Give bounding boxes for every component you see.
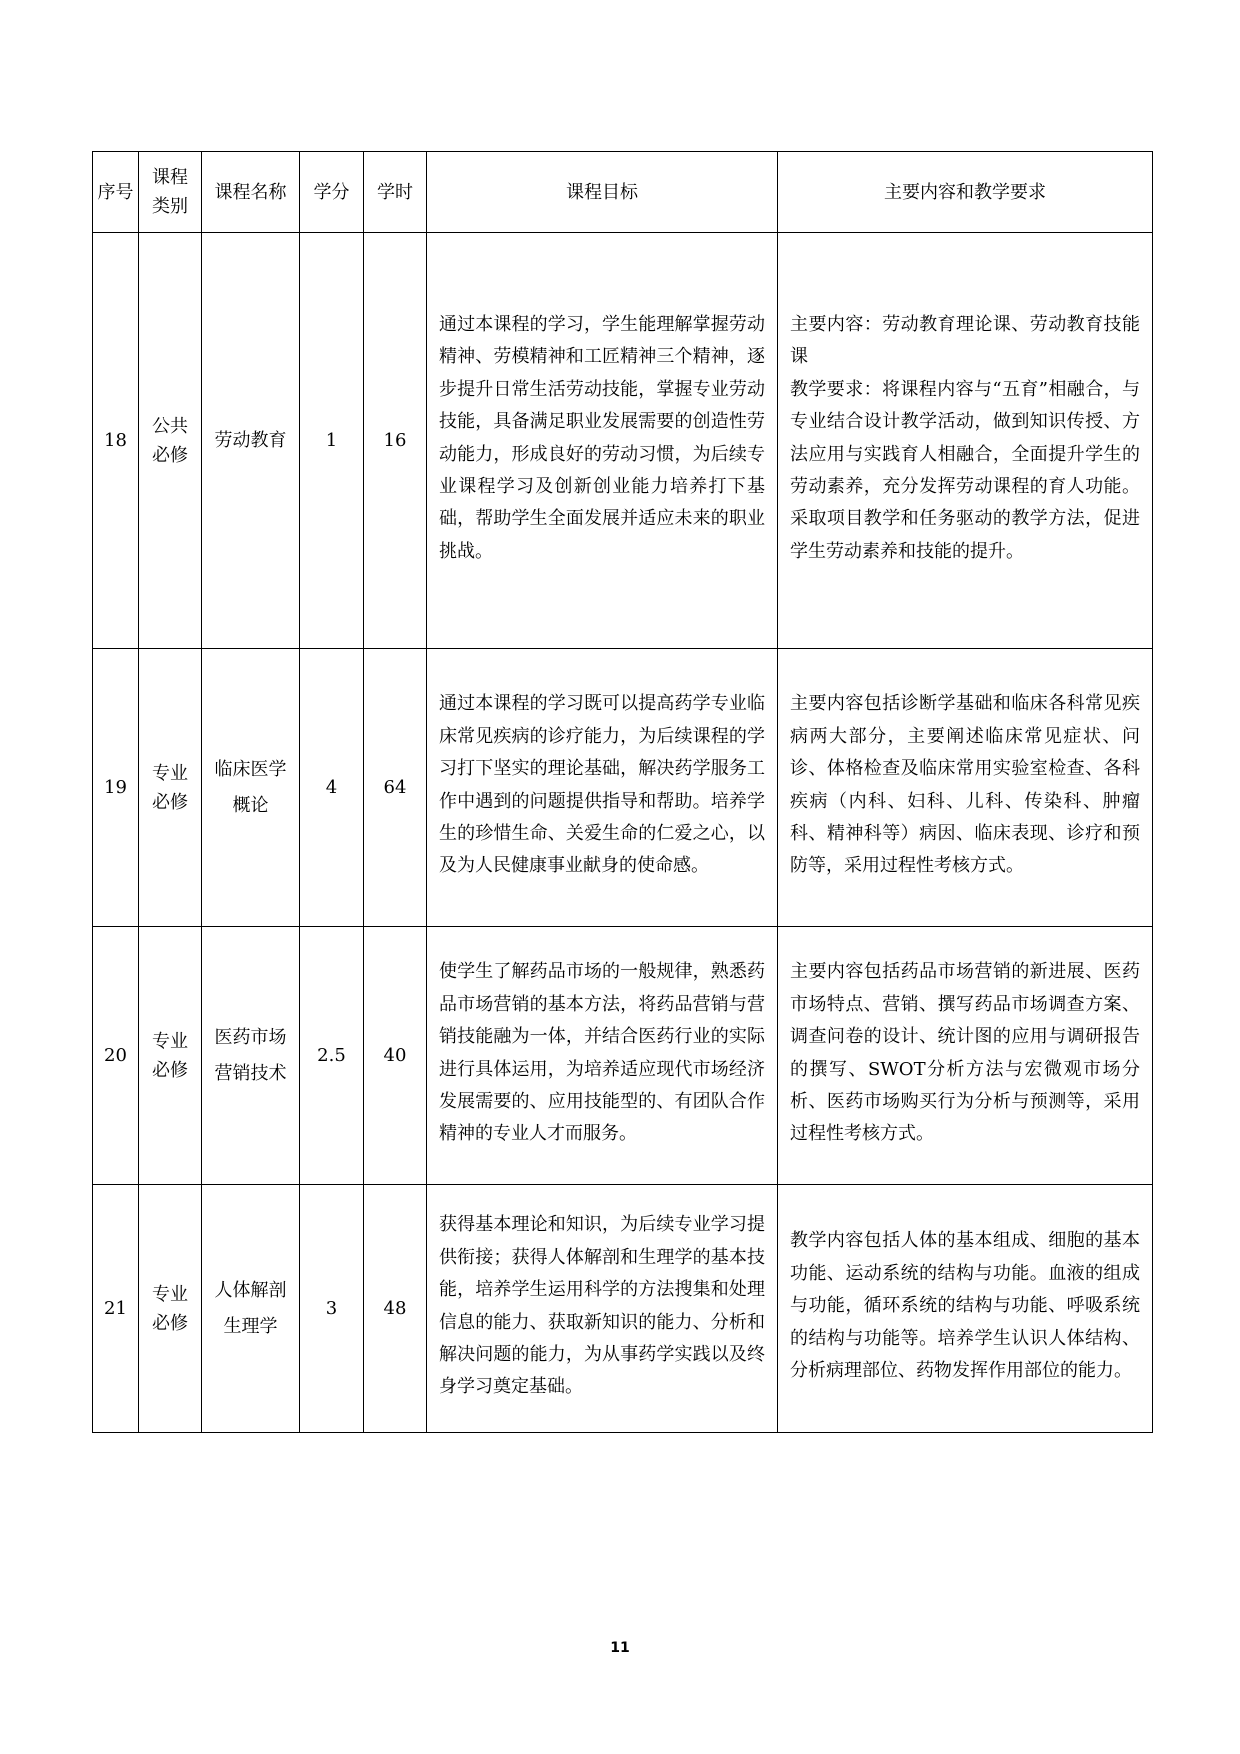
row-seq: 20: [93, 927, 139, 1185]
table-row: [93, 649, 1153, 927]
row-objective: 使学生了解药品市场的一般规律，熟悉药品市场营销的基本方法，将药品营销与营销技能融为一体，并结合医药行业的实际进行具体运用，为培养适应现代市场经济发展需要的、应用技能型的、有团队合作精神的专业人才而服务。: [427, 927, 778, 1185]
header-row: [93, 152, 1153, 233]
course-table: [92, 151, 1153, 1433]
row-content: 主要内容包括诊断学基础和临床各科常见疾病两大部分，主要阐述临床常见症状、问诊、体格检查及临床常用实验室检查、各科疾病（内科、妇科、儿科、传染科、肿瘤科、精神科等）病因、临床表现、诊疗和预防等，采用过程性考核方式。: [778, 649, 1153, 927]
row-course-name: 劳动教育: [202, 233, 300, 649]
header-category: 课程类别: [139, 152, 202, 233]
row-category: 公共必修: [139, 233, 202, 649]
row-hours: 64: [364, 649, 427, 927]
row-seq: 18: [93, 233, 139, 649]
row-hours: 48: [364, 1185, 427, 1433]
header-hours: 学时: [364, 152, 427, 233]
row-course-name: 临床医学概论: [202, 649, 300, 927]
row-credit: 3: [300, 1185, 364, 1433]
row-credit: 2.5: [300, 927, 364, 1185]
row-content: 教学内容包括人体的基本组成、细胞的基本功能、运动系统的结构与功能。血液的组成与功能，循环系统的结构与功能、呼吸系统的结构与功能等。培养学生认识人体结构、分析病理部位、药物发挥作用部位的能力。: [778, 1185, 1153, 1433]
header-credit: 学分: [300, 152, 364, 233]
row-seq: 19: [93, 649, 139, 927]
row-hours: 16: [364, 233, 427, 649]
table-row: [93, 1185, 1153, 1433]
header-seq: 序号: [93, 152, 139, 233]
header-content: 主要内容和教学要求: [778, 152, 1153, 233]
row-objective: 通过本课程的学习既可以提高药学专业临床常见疾病的诊疗能力，为后续课程的学习打下坚实的理论基础，解决药学服务工作中遇到的问题提供指导和帮助。培养学生的珍惜生命、关爱生命的仁爱之心，以及为人民健康事业献身的使命感。: [427, 649, 778, 927]
row-credit: 1: [300, 233, 364, 649]
row-credit: 4: [300, 649, 364, 927]
row-category: 专业必修: [139, 649, 202, 927]
header-name: 课程名称: [202, 152, 300, 233]
row-content: [778, 233, 1153, 649]
row-course-name: 人体解剖生理学: [202, 1185, 300, 1433]
row-hours: 40: [364, 927, 427, 1185]
row-content-main: 主要内容：劳动教育理论课、劳动教育技能课: [790, 313, 1140, 368]
header-objective: 课程目标: [427, 152, 778, 233]
row-course-name: 医药市场营销技术: [202, 927, 300, 1185]
table-row: [93, 927, 1153, 1185]
row-content: 主要内容包括药品市场营销的新进展、医药市场特点、营销、撰写药品市场调查方案、调查问卷的设计、统计图的应用与调研报告的撰写、SWOT分析方法与宏微观市场分析、医药市场购买行为分析与预测等，采用过程性考核方式。: [778, 927, 1153, 1185]
row-category: 专业必修: [139, 1185, 202, 1433]
page-number: 11: [610, 1640, 630, 1656]
table-row: [93, 233, 1153, 649]
row-category: 专业必修: [139, 927, 202, 1185]
row-objective: 获得基本理论和知识，为后续专业学习提供衔接；获得人体解剖和生理学的基本技能，培养学生运用科学的方法搜集和处理信息的能力、获取新知识的能力、分析和解决问题的能力，为从事药学实践以及终身学习奠定基础。: [427, 1185, 778, 1433]
row-objective: 通过本课程的学习，学生能理解掌握劳动精神、劳模精神和工匠精神三个精神，逐步提升日常生活劳动技能，掌握专业劳动技能，具备满足职业发展需要的创造性劳动能力，形成良好的劳动习惯，为后续专业课程学习及创新创业能力培养打下基础，帮助学生全面发展并适应未来的职业挑战。: [427, 233, 778, 649]
row-content-requirement: 教学要求：将课程内容与“五育”相融合，与专业结合设计教学活动，做到知识传授、方法应用与实践育人相融合，全面提升学生的劳动素养，充分发挥劳动课程的育人功能。采取项目教学和任务驱动的教学方法，促进学生劳动素养和技能的提升。: [790, 378, 1140, 562]
row-seq: 21: [93, 1185, 139, 1433]
